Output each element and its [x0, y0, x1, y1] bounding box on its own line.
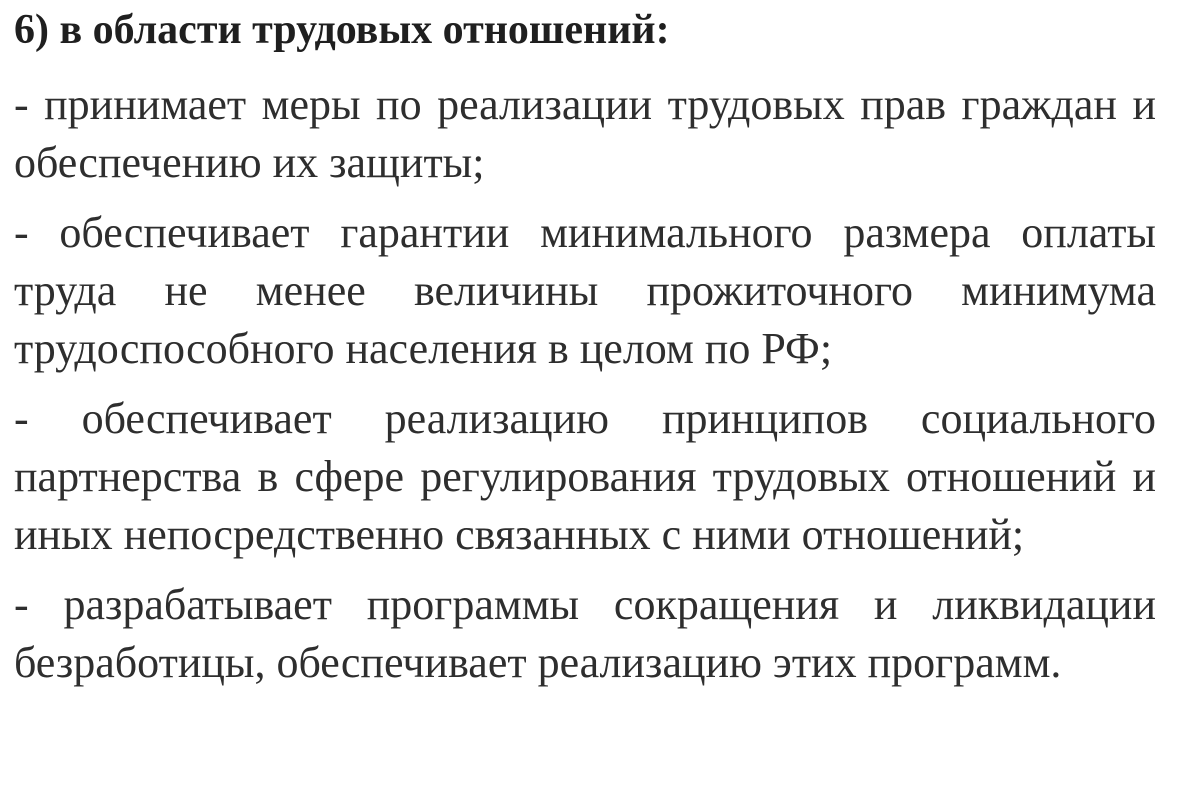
list-item: - принимает меры по реализации трудовых прав граждан и обеспечению их защиты; [14, 80, 1156, 187]
list-item: - обеспечивает гарантии минимального размера оплаты труда не менее величины прожиточного минимума трудоспособного населения в целом по РФ; [14, 208, 1156, 373]
list-item: - обеспечивает реализацию принципов социального партнерства в сфере регулирования трудовых отношений и иных непосредственно связанных с ними отношений; [14, 394, 1156, 559]
powers-list [14, 76, 1156, 704]
section-heading: 6) в области трудовых отношений: [14, 7, 670, 53]
list-item: - разрабатывает программы сокращения и ликвидации безработицы, обеспечивает реализацию этих программ. [14, 580, 1156, 687]
